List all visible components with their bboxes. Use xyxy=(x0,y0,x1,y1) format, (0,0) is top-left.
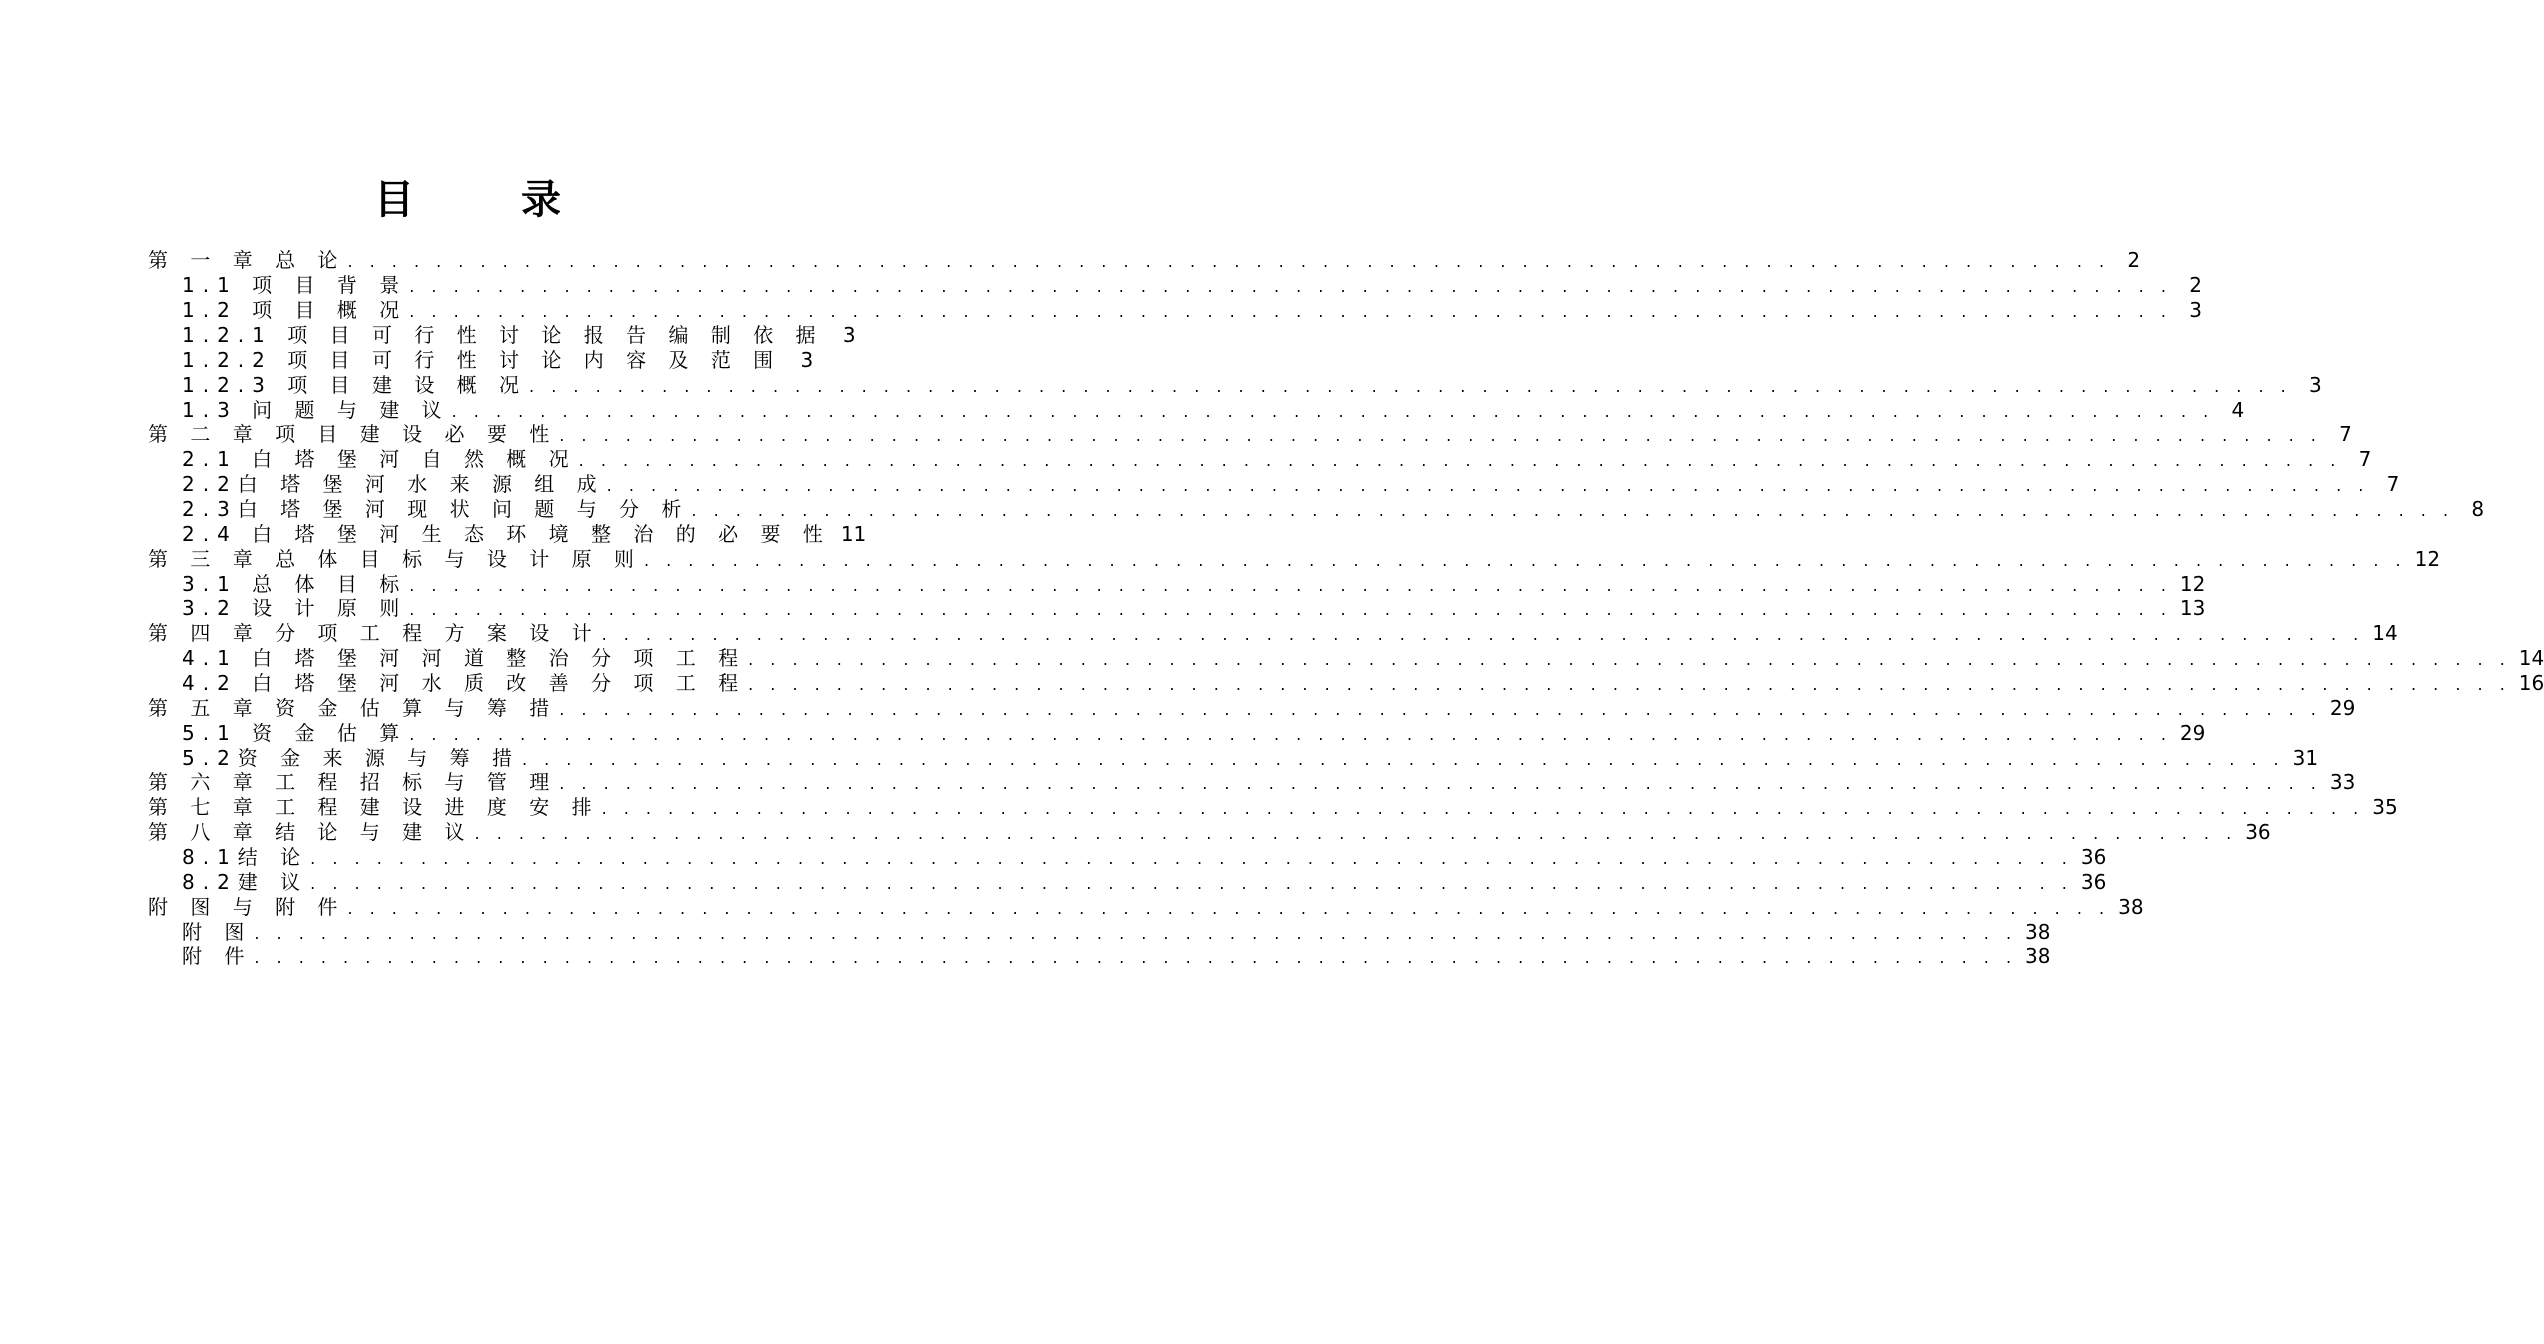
toc-entry[interactable] xyxy=(148,919,2051,944)
toc-leader-dots: . . . . . . . . . . . . . . . . . . . . . . . . . . . . . . . . . . . . . . . . . . . . . . . . . . . . . . . . . . . . . . . . . . . . . . . . . . . . . . . . xyxy=(559,774,2322,794)
toc-entry-label: 1.3 问 题 与 建 议 xyxy=(182,397,450,422)
toc-leader-dots: . . . . . . . . . . . . . . . . . . . . . . . . . . . . . . . . . . . . . . . . . . . . . . . . . . . . . . . . . . . . . . . . . . . . . . . . . . . . . . . . xyxy=(409,575,2172,595)
toc-entry-label: 4.1 白 塔 堡 河 河 道 整 治 分 项 工 程 xyxy=(182,646,747,671)
toc-entry-page-number: 29 xyxy=(2179,720,2206,745)
toc-entry-page-number: 3 xyxy=(2308,372,2322,397)
toc-entry-page-number: 36 xyxy=(2245,820,2271,845)
toc-entry[interactable] xyxy=(148,745,2319,770)
toc-leader-dots: . . . . . . . . . . . . . . . . . . . . . . . . . . . . . . . . . . . . . . . . . . . . . . . . . . . . . . . . . . . . . . . . . . . . . . . . . . . . . . . . xyxy=(559,699,2322,719)
toc-entry-page-number: 38 xyxy=(2025,919,2051,944)
toc-leader-dots: . . . . . . . . . . . . . . . . . . . . . . . . . . . . . . . . . . . . . . . . . . . . . . . . . . . . . . . . . . . . . . . . . . . . . . . . . . . . . . . . xyxy=(347,898,2111,918)
toc-list xyxy=(148,248,2544,969)
toc-leader-dots: . . . . . . . . . . . . . . . . . . . . . . . . . . . . . . . . . . . . . . . . . . . . . . . . . . . . . . . . . . . . . . . . . . . . . . . . . . . . . . . . xyxy=(606,476,2370,496)
toc-leader-dots: . . . . . . . . . . . . . . . . . . . . . . . . . . . . . . . . . . . . . . . . . . . . . . . . . . . . . . . . . . . . . . . . . . . . . . . . . . . . . . . . xyxy=(409,277,2172,297)
toc-entry[interactable] xyxy=(148,695,2356,720)
toc-entry-page-number: 36 xyxy=(2080,869,2107,894)
toc-entry-page-number: 4 xyxy=(2231,397,2245,422)
toc-entry[interactable] xyxy=(148,422,2352,447)
toc-entry-label: 5.2资 金 来 源 与 筹 措 xyxy=(182,745,520,770)
toc-leader-dots: . . . . . . . . . . . . . . . . . . . . . . . . . . . . . . . . . . . . . . . . . . . . . . . . . . . . . . . . . . . . . . . . . . . . . . . . . . . . . . . . xyxy=(254,948,2018,968)
toc-leader-dots: . . . . . . . . . . . . . . . . . . . . . . . . . . . . . . . . . . . . . . . . . . . . . . . . . . . . . . . . . . . . . . . . . . . . . . . . . . . . . . . . xyxy=(643,550,2407,570)
toc-entry-page-number: 2 xyxy=(2189,273,2202,298)
toc-entry-page-number: 14 xyxy=(2372,621,2398,646)
toc-entry-label: 2.4 白 塔 堡 河 生 态 环 境 整 治 的 必 要 性 xyxy=(182,521,831,546)
toc-entry[interactable] xyxy=(148,646,2544,671)
toc-entry-page-number: 3 xyxy=(800,347,814,372)
toc-leader-dots: . . . . . . . . . . . . . . . . . . . . . . . . . . . . . . . . . . . . . . . . . . . . . . . . . . . . . . . . . . . . . . . . . . . . . . . . . . . . . . . . xyxy=(601,799,2365,819)
toc-entry[interactable] xyxy=(148,323,856,348)
toc-entry-label: 8.2建 议 xyxy=(182,869,309,894)
toc-entry-label: 4.2 白 塔 堡 河 水 质 改 善 分 项 工 程 xyxy=(182,671,747,696)
toc-entry-label: 1.2.3 项 目 建 设 概 况 xyxy=(182,372,528,397)
toc-entry-label: 1.2.1 项 目 可 行 性 讨 论 报 告 编 制 依 据 xyxy=(182,323,824,347)
toc-entry-label: 附 图 xyxy=(182,919,253,944)
toc-leader-dots: . . . . . . . . . . . . . . . . . . . . . . . . . . . . . . . . . . . . . . . . . . . . . . . . . . . . . . . . . . . . . . . . . . . . . . . . . . . . . . . . xyxy=(310,849,2073,869)
toc-entry[interactable] xyxy=(148,869,2107,894)
toc-entry-label: 第 五 章 资 金 估 算 与 筹 措 xyxy=(148,695,558,720)
toc-entry-label: 5.1 资 金 估 算 xyxy=(182,720,408,745)
toc-entry-page-number: 14 xyxy=(2518,646,2544,671)
toc-leader-dots: . . . . . . . . . . . . . . . . . . . . . . . . . . . . . . . . . . . . . . . . . . . . . . . . . . . . . . . . . . . . . . . . . . . . . . . . . . . . . . . . xyxy=(474,824,2238,844)
toc-entry-label: 第 四 章 分 项 工 程 方 案 设 计 xyxy=(148,621,600,646)
toc-leader-dots: . . . . . . . . . . . . . . . . . . . . . . . . . . . . . . . . . . . . . . . . . . . . . . . . . . . . . . . . . . . . . . . . . . . . . . . . . . . . . . . . xyxy=(521,749,2285,769)
toc-leader-dots: . . . . . . . . . . . . . . . . . . . . . . . . . . . . . . . . . . . . . . . . . . . . . . . . . . . . . . . . . . . . . . . . . . . . . . . . . . . . . . . . xyxy=(559,426,2322,446)
toc-entry-label: 2.3白 塔 堡 河 现 状 问 题 与 分 析 xyxy=(182,497,690,522)
toc-entry[interactable] xyxy=(148,845,2107,870)
toc-leader-dots: . . . . . . . . . . . . . . . . . . . . . . . . . . . . . . . . . . . . . . . . . . . . . . . . . . . . . . . . . . . . . . . . . . . . . . . . . . . . . . . . xyxy=(748,675,2511,695)
toc-entry-page-number: 29 xyxy=(2329,695,2356,720)
toc-entry[interactable] xyxy=(148,397,2245,422)
toc-leader-dots: . . . . . . . . . . . . . . . . . . . . . . . . . . . . . . . . . . . . . . . . . . . . . . . . . . . . . . . . . . . . . . . . . . . . . . . . . . . . . . . . xyxy=(691,501,2455,521)
toc-entry-page-number: 7 xyxy=(2339,422,2352,447)
toc-entry-page-number: 12 xyxy=(2414,546,2441,571)
toc-entry-label: 2.1 白 塔 堡 河 自 然 概 况 xyxy=(182,447,577,472)
toc-leader-dots: . . . . . . . . . . . . . . . . . . . . . . . . . . . . . . . . . . . . . . . . . . . . . . . . . . . . . . . . . . . . . . . . . . . . . . . . . . . . . . . . xyxy=(310,873,2073,893)
toc-leader-dots: . . . . . . . . . . . . . . . . . . . . . . . . . . . . . . . . . . . . . . . . . . . . . . . . . . . . . . . . . . . . . . . . . . . . . . . . . . . . . . . . xyxy=(409,724,2172,744)
toc-title-char-1: 目 xyxy=(374,177,414,223)
toc-entry[interactable] xyxy=(148,372,2322,397)
toc-entry-page-number: 2 xyxy=(2127,248,2141,273)
toc-leader-dots: . . . . . . . . . . . . . . . . . . . . . . . . . . . . . . . . . . . . . . . . . . . . . . . . . . . . . . . . . . . . . . . . . . . . . . . . . . . . . . . . xyxy=(451,401,2215,421)
toc-entry-label: 8.1结 论 xyxy=(182,845,309,870)
toc-entry-page-number: 35 xyxy=(2372,795,2398,820)
toc-title xyxy=(0,172,950,232)
toc-entry-label: 附 图 与 附 件 xyxy=(148,894,346,919)
toc-leader-dots: . . . . . . . . . . . . . . . . . . . . . . . . . . . . . . . . . . . . . . . . . . . . . . . . . . . . . . . . . . . . . . . . . . . . . . . . . . . . . . . . xyxy=(601,625,2365,645)
toc-entry-label: 第 一 章 总 论 xyxy=(148,248,346,273)
toc-entry[interactable] xyxy=(148,497,2485,522)
toc-entry[interactable] xyxy=(148,571,2206,596)
toc-entry-label: 1.2 项 目 概 况 xyxy=(182,298,408,323)
toc-entry[interactable] xyxy=(148,472,2400,497)
toc-entry-label: 第 八 章 结 论 与 建 议 xyxy=(148,820,473,845)
toc-entry-page-number: 13 xyxy=(2179,596,2206,621)
toc-entry-page-number: 16 xyxy=(2518,671,2544,696)
toc-entry-page-number: 38 xyxy=(2025,944,2051,969)
toc-entry[interactable] xyxy=(148,347,814,372)
toc-entry[interactable] xyxy=(148,671,2544,696)
toc-title-char-2: 录 xyxy=(521,177,561,223)
toc-leader-dots: . . . . . . . . . . . . . . . . . . . . . . . . . . . . . . . . . . . . . . . . . . . . . . . . . . . . . . . . . . . . . . . . . . . . . . . . . . . . . . . . xyxy=(748,650,2511,670)
toc-entry-page-number: 3 xyxy=(2189,298,2202,323)
toc-leader-dots: . . . . . . . . . . . . . . . . . . . . . . . . . . . . . . . . . . . . . . . . . . . . . . . . . . . . . . . . . . . . . . . . . . . . . . . . . . . . . . . . xyxy=(409,600,2172,620)
toc-entry[interactable] xyxy=(148,621,2398,646)
toc-entry-page-number: 38 xyxy=(2118,894,2144,919)
toc-entry-page-number: 8 xyxy=(2471,497,2485,522)
toc-entry[interactable] xyxy=(148,447,2372,472)
toc-entry-page-number: 31 xyxy=(2292,745,2319,770)
toc-entry-page-number: 3 xyxy=(842,323,856,347)
toc-entry[interactable] xyxy=(148,546,2441,571)
toc-entry[interactable] xyxy=(148,770,2356,795)
toc-entry[interactable] xyxy=(148,820,2271,845)
toc-entry[interactable] xyxy=(148,298,2202,323)
toc-entry[interactable] xyxy=(148,795,2398,820)
toc-entry[interactable] xyxy=(148,273,2202,298)
toc-entry-label: 3.2 设 计 原 则 xyxy=(182,596,408,621)
toc-leader-dots: . . . . . . . . . . . . . . . . . . . . . . . . . . . . . . . . . . . . . . . . . . . . . . . . . . . . . . . . . . . . . . . . . . . . . . . . . . . . . . . . xyxy=(347,252,2111,272)
toc-entry-label: 3.1 总 体 目 标 xyxy=(182,571,408,596)
toc-leader-dots: . . . . . . . . . . . . . . . . . . . . . . . . . . . . . . . . . . . . . . . . . . . . . . . . . . . . . . . . . . . . . . . . . . . . . . . . . . . . . . . . xyxy=(254,923,2018,943)
toc-entry-label: 1.2.2 项 目 可 行 性 讨 论 内 容 及 范 围 xyxy=(182,347,782,372)
toc-entry[interactable] xyxy=(148,720,2206,745)
toc-entry-label: 第 三 章 总 体 目 标 与 设 计 原 则 xyxy=(148,546,642,571)
toc-entry[interactable] xyxy=(148,521,867,546)
toc-entry-page-number: 12 xyxy=(2179,571,2206,596)
toc-entry-label: 2.2白 塔 堡 河 水 来 源 组 成 xyxy=(182,472,605,497)
toc-entry-label: 1.1 项 目 背 景 xyxy=(182,273,408,298)
toc-entry-label: 附 件 xyxy=(182,944,253,969)
toc-leader-dots: . . . . . . . . . . . . . . . . . . . . . . . . . . . . . . . . . . . . . . . . . . . . . . . . . . . . . . . . . . . . . . . . . . . . . . . . . . . . . . . . xyxy=(529,376,2292,396)
toc-leader-dots: . . . . . . . . . . . . . . . . . . . . . . . . . . . . . . . . . . . . . . . . . . . . . . . . . . . . . . . . . . . . . . . . . . . . . . . . . . . . . . . . xyxy=(578,451,2342,471)
toc-entry-label: 第 七 章 工 程 建 设 进 度 安 排 xyxy=(148,795,600,820)
toc-entry-page-number: 33 xyxy=(2329,770,2356,795)
toc-entry[interactable] xyxy=(148,894,2144,919)
toc-entry-label: 第 二 章 项 目 建 设 必 要 性 xyxy=(148,422,558,447)
toc-entry-page-number: 36 xyxy=(2080,845,2107,870)
toc-entry-label: 第 六 章 工 程 招 标 与 管 理 xyxy=(148,770,558,795)
toc-entry[interactable] xyxy=(148,596,2206,621)
toc-entry-page-number: 7 xyxy=(2358,447,2372,472)
toc-entry-page-number: 11 xyxy=(840,521,867,546)
toc-entry-page-number: 7 xyxy=(2386,472,2400,497)
toc-entry[interactable] xyxy=(148,248,2141,273)
toc-entry[interactable] xyxy=(148,944,2051,969)
toc-leader-dots: . . . . . . . . . . . . . . . . . . . . . . . . . . . . . . . . . . . . . . . . . . . . . . . . . . . . . . . . . . . . . . . . . . . . . . . . . . . . . . . . xyxy=(409,302,2172,322)
